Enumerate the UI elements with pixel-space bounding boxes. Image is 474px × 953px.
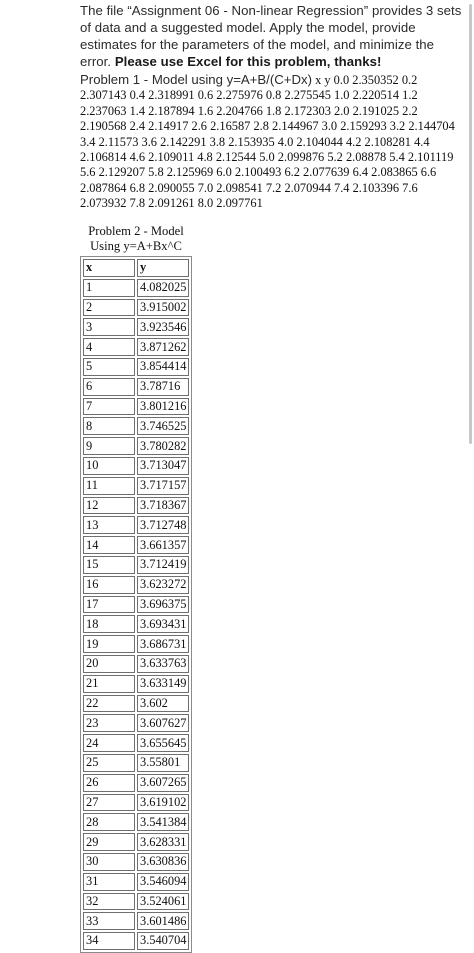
table-row bbox=[83, 774, 189, 792]
x-cell: 14 bbox=[83, 536, 135, 554]
y-cell: 3.693431 bbox=[137, 615, 189, 633]
y-cell: 3.633763 bbox=[137, 655, 189, 673]
y-cell: 3.712748 bbox=[137, 516, 189, 534]
table-row bbox=[83, 794, 189, 812]
x-cell: 6 bbox=[83, 378, 135, 396]
table-row bbox=[83, 873, 189, 891]
y-cell: 3.854414 bbox=[137, 358, 189, 376]
x-cell: 20 bbox=[83, 655, 135, 673]
table-row bbox=[83, 754, 189, 772]
table-header-row bbox=[83, 259, 189, 277]
x-cell: 11 bbox=[83, 477, 135, 495]
problem-1-title: Problem 1 - Model using y=A+B/(C+Dx) bbox=[80, 72, 312, 87]
x-cell: 22 bbox=[83, 695, 135, 713]
x-cell: 32 bbox=[83, 893, 135, 911]
x-cell: 1 bbox=[83, 279, 135, 297]
column-header-y: y bbox=[137, 259, 189, 277]
table-body bbox=[83, 279, 189, 950]
table-row bbox=[83, 417, 189, 435]
table-row bbox=[83, 615, 189, 633]
x-cell: 4 bbox=[83, 338, 135, 356]
problem-2-caption bbox=[80, 224, 192, 256]
y-cell: 3.713047 bbox=[137, 457, 189, 475]
table-row bbox=[83, 655, 189, 673]
y-cell: 3.661357 bbox=[137, 536, 189, 554]
column-header-x: x bbox=[83, 259, 135, 277]
y-cell: 3.633149 bbox=[137, 675, 189, 693]
x-cell: 27 bbox=[83, 794, 135, 812]
table-row bbox=[83, 734, 189, 752]
table-row bbox=[83, 536, 189, 554]
y-cell: 3.623272 bbox=[137, 576, 189, 594]
x-cell: 18 bbox=[83, 615, 135, 633]
document-page bbox=[80, 0, 465, 212]
y-cell: 3.717157 bbox=[137, 477, 189, 495]
table-row bbox=[83, 675, 189, 693]
assignment-instructions bbox=[80, 0, 465, 70]
table-row bbox=[83, 695, 189, 713]
y-cell: 3.871262 bbox=[137, 338, 189, 356]
y-cell: 3.55801 bbox=[137, 754, 189, 772]
table-row bbox=[83, 635, 189, 653]
instructions-emphasis: Please use Excel for this problem, thanks! bbox=[114, 54, 382, 69]
table-row bbox=[83, 516, 189, 534]
x-cell: 30 bbox=[83, 853, 135, 871]
table-row bbox=[83, 279, 189, 297]
x-cell: 8 bbox=[83, 417, 135, 435]
x-cell: 9 bbox=[83, 437, 135, 455]
x-cell: 17 bbox=[83, 596, 135, 614]
x-cell: 19 bbox=[83, 635, 135, 653]
y-cell: 3.780282 bbox=[137, 437, 189, 455]
x-cell: 29 bbox=[83, 833, 135, 851]
table-row bbox=[83, 714, 189, 732]
x-cell: 34 bbox=[83, 932, 135, 950]
problem-2-model: Using y=A+Bx^C bbox=[90, 239, 182, 253]
y-cell: 3.78716 bbox=[137, 378, 189, 396]
y-cell: 4.082025 bbox=[137, 279, 189, 297]
y-cell: 3.541384 bbox=[137, 813, 189, 831]
table-row bbox=[83, 299, 189, 317]
y-cell: 3.915002 bbox=[137, 299, 189, 317]
y-cell: 3.923546 bbox=[137, 318, 189, 336]
table-row bbox=[83, 576, 189, 594]
table-row bbox=[83, 477, 189, 495]
y-cell: 3.524061 bbox=[137, 893, 189, 911]
x-cell: 7 bbox=[83, 398, 135, 416]
y-cell: 3.628331 bbox=[137, 833, 189, 851]
x-cell: 26 bbox=[83, 774, 135, 792]
problem-1-data: x y 0.0 2.350352 0.2 2.307143 0.4 2.318991 0.6 2.275976 0.8 2.275545 1.0 2.220514 1.2 2.237063 1.4 2.187894 1.6 2.204766 1.8 2.172303 2.0 2.191025 2.2 2.190568 2.4 2.14917 2.6 2.16587 2.8 2.144967 3.0 2.159293 3.2 2.144704 3.4 2.11573 3.6 2.142291 3.8 2.153935 4.0 2.104044 4.2 2.108281 4.4 2.106814 4.6 2.109011 4.8 2.12544 5.0 2.099876 5.2 2.08878 5.4 2.101119 5.6 2.129207 5.8 2.125969 6.0 2.100493 6.2 2.077639 6.4 2.083865 6.6 2.087864 6.8 2.090055 7.0 2.098541 7.2 2.070944 7.4 2.103396 7.6 2.073932 7.8 2.091261 8.0 2.097761 bbox=[80, 73, 455, 211]
x-cell: 13 bbox=[83, 516, 135, 534]
table-row bbox=[83, 893, 189, 911]
x-cell: 2 bbox=[83, 299, 135, 317]
x-cell: 23 bbox=[83, 714, 135, 732]
problem-1-block bbox=[80, 70, 465, 212]
y-cell: 3.686731 bbox=[137, 635, 189, 653]
x-cell: 28 bbox=[83, 813, 135, 831]
problem-2-table bbox=[80, 224, 192, 953]
table-row bbox=[83, 437, 189, 455]
table-row bbox=[83, 398, 189, 416]
x-cell: 33 bbox=[83, 912, 135, 930]
y-cell: 3.696375 bbox=[137, 596, 189, 614]
x-cell: 3 bbox=[83, 318, 135, 336]
y-cell: 3.546094 bbox=[137, 873, 189, 891]
y-cell: 3.602 bbox=[137, 695, 189, 713]
y-cell: 3.630836 bbox=[137, 853, 189, 871]
table-row bbox=[83, 318, 189, 336]
table-row bbox=[83, 833, 189, 851]
y-cell: 3.607265 bbox=[137, 774, 189, 792]
y-cell: 3.712419 bbox=[137, 556, 189, 574]
y-cell: 3.540704 bbox=[137, 932, 189, 950]
table-row bbox=[83, 813, 189, 831]
y-cell: 3.607627 bbox=[137, 714, 189, 732]
x-cell: 12 bbox=[83, 497, 135, 515]
x-cell: 24 bbox=[83, 734, 135, 752]
table-row bbox=[83, 358, 189, 376]
table-row bbox=[83, 378, 189, 396]
x-cell: 16 bbox=[83, 576, 135, 594]
table-row bbox=[83, 912, 189, 930]
table-row bbox=[83, 338, 189, 356]
table-row bbox=[83, 457, 189, 475]
y-cell: 3.746525 bbox=[137, 417, 189, 435]
table-row bbox=[83, 497, 189, 515]
x-cell: 25 bbox=[83, 754, 135, 772]
table-row bbox=[83, 556, 189, 574]
y-cell: 3.601486 bbox=[137, 912, 189, 930]
y-cell: 3.718367 bbox=[137, 497, 189, 515]
x-cell: 21 bbox=[83, 675, 135, 693]
x-cell: 10 bbox=[83, 457, 135, 475]
x-cell: 15 bbox=[83, 556, 135, 574]
table-row bbox=[83, 932, 189, 950]
instructions-text: The file “Assignment 06 - Non-linear Regression” provides 3 sets of data and a suggested model. Apply the model, provide estimates for the parameters of the model, and minimize the error. bbox=[80, 3, 462, 69]
page-scrollbar[interactable] bbox=[469, 4, 472, 444]
y-cell: 3.619102 bbox=[137, 794, 189, 812]
y-cell: 3.655645 bbox=[137, 734, 189, 752]
table-row bbox=[83, 596, 189, 614]
y-cell: 3.801216 bbox=[137, 398, 189, 416]
table-row bbox=[83, 853, 189, 871]
x-cell: 5 bbox=[83, 358, 135, 376]
problem-2-title: Problem 2 - Model bbox=[88, 224, 184, 238]
x-cell: 31 bbox=[83, 873, 135, 891]
